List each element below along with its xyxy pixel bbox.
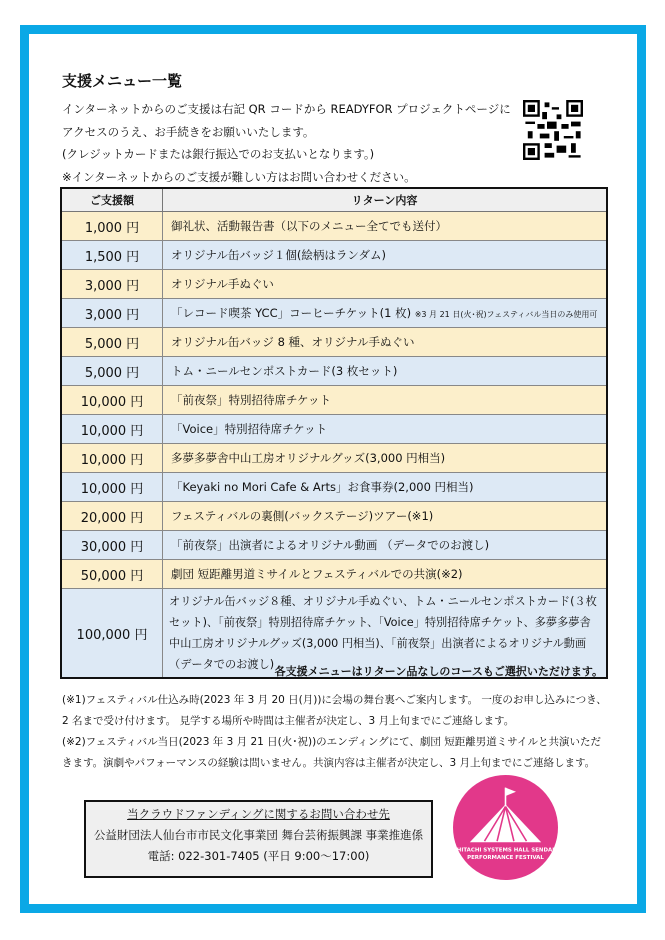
return-desc: オリジナル手ぬぐい	[163, 270, 608, 299]
table-row	[61, 415, 607, 444]
amount: 50,000 円	[61, 560, 163, 589]
table-row	[61, 357, 607, 386]
header-return: リターン内容	[163, 188, 608, 212]
return-desc: オリジナル缶バッジ 8 種、オリジナル手ぬぐい	[163, 328, 608, 357]
return-desc: 御礼状、活動報告書（以下のメニュー全てでも送付）	[163, 212, 608, 241]
contact-phone[interactable]: 電話: 022-301-7405 (平日 9:00～17:00)	[147, 849, 370, 863]
desc-note: ※3 月 21 日(火･祝)フェスティバル当日のみ使用可	[414, 310, 598, 319]
table-row	[61, 531, 607, 560]
return-desc: 「前夜祭」特別招待席チケット	[163, 386, 608, 415]
amount: 5,000 円	[61, 328, 163, 357]
intro-line: アクセスのうえ、お手続きをお願いいたします。	[62, 124, 315, 139]
table-row	[61, 444, 607, 473]
intro-line: インターネットからのご支援は右記 QR コードから READYFOR プロジェクトページに	[62, 102, 511, 116]
amount: 10,000 円	[61, 444, 163, 473]
amount: 30,000 円	[61, 531, 163, 560]
contact-box	[84, 800, 433, 878]
return-desc: 「Keyaki no Mori Cafe & Arts」お食事券(2,000 円相当)	[163, 473, 608, 502]
table-row	[61, 299, 607, 328]
desc-text: 「レコード喫茶 YCC」コーヒーチケット(1 枚)	[171, 306, 412, 320]
table-row	[61, 502, 607, 531]
table-row	[61, 241, 607, 270]
return-desc: オリジナル缶バッジ１個(絵柄はランダム)	[163, 241, 608, 270]
no-return-note: 各支援メニューはリターン品なしのコースもご選択いただけます。	[274, 665, 603, 678]
festival-logo	[453, 775, 558, 880]
return-desc: 劇団 短距離男道ミサイルとフェスティバルでの共演(※2)	[163, 560, 608, 589]
intro-text	[62, 98, 511, 188]
return-desc: トム・ニールセンポストカード(3 枚セット)	[163, 357, 608, 386]
table-row	[61, 328, 607, 357]
page-title: 支援メニュー一覧	[62, 72, 183, 90]
contact-heading: 当クラウドファンディングに関するお問い合わせ先	[127, 807, 390, 821]
footnote-1: (※1)フェスティバル仕込み時(2023 年 3 月 20 日(月))に会場の舞台裏へご案内します。 一度のお申し込みにつき、2 名まで受け付けます。 見学する場所や時間は主催者が決定し、3 月上旬までにご連絡します。	[62, 694, 607, 727]
amount: 1,000 円	[61, 212, 163, 241]
footnotes	[62, 690, 610, 774]
intro-line: ※インターネットからのご支援が難しい方はお問い合わせください。	[62, 169, 416, 184]
amount: 100,000 円	[61, 589, 163, 679]
return-desc: オリジナル缶バッジ８種、オリジナル手ぬぐい、トム・ニールセンポストカード(３枚セット)、「前夜祭」特別招待席チケット、「Voice」特別招待席チケット、多夢多夢舎中山工房オリジナルグッズ(3,000 円相当)、「前夜祭」出演者によるオリジナル動画 （データでのお渡し)	[163, 589, 608, 679]
amount: 10,000 円	[61, 386, 163, 415]
amount: 5,000 円	[61, 357, 163, 386]
return-desc	[163, 299, 608, 328]
table-row	[61, 560, 607, 589]
qr-code[interactable]	[523, 100, 583, 160]
contact-org: 公益財団法人仙台市市民文化事業団 舞台芸術振興課 事業推進係	[93, 828, 424, 842]
return-desc: 「前夜祭」出演者によるオリジナル動画 （データでのお渡し)	[163, 531, 608, 560]
amount: 10,000 円	[61, 415, 163, 444]
return-desc: フェスティバルの裏側(バックステージ)ツアー(※1)	[163, 502, 608, 531]
support-menu-table	[60, 187, 608, 679]
amount: 10,000 円	[61, 473, 163, 502]
svg-text:HITACHI SYSTEMS HALL SENDAI: HITACHI SYSTEMS HALL SENDAI	[456, 847, 555, 854]
table-row	[61, 270, 607, 299]
table-row	[61, 386, 607, 415]
amount: 3,000 円	[61, 270, 163, 299]
amount: 1,500 円	[61, 241, 163, 270]
amount: 20,000 円	[61, 502, 163, 531]
table-row	[61, 473, 607, 502]
return-desc: 多夢多夢舎中山工房オリジナルグッズ(3,000 円相当)	[163, 444, 608, 473]
table-row	[61, 212, 607, 241]
return-desc: 「Voice」特別招待席チケット	[163, 415, 608, 444]
amount: 3,000 円	[61, 299, 163, 328]
header-amount: ご支援額	[61, 188, 163, 212]
intro-line: (クレジットカードまたは銀行振込でのお支払いとなります。)	[62, 147, 375, 161]
svg-text:PERFORMANCE FESTIVAL: PERFORMANCE FESTIVAL	[467, 855, 544, 861]
footnote-2: (※2)フェスティバル当日(2023 年 3 月 21 日(火･祝))のエンディングにて、劇団 短距離男道ミサイルと共演いただきます。演劇やパフォーマンスの経験は問いません。共演内容は主催者が決定し、3 月上旬までにご連絡します。	[62, 736, 602, 769]
